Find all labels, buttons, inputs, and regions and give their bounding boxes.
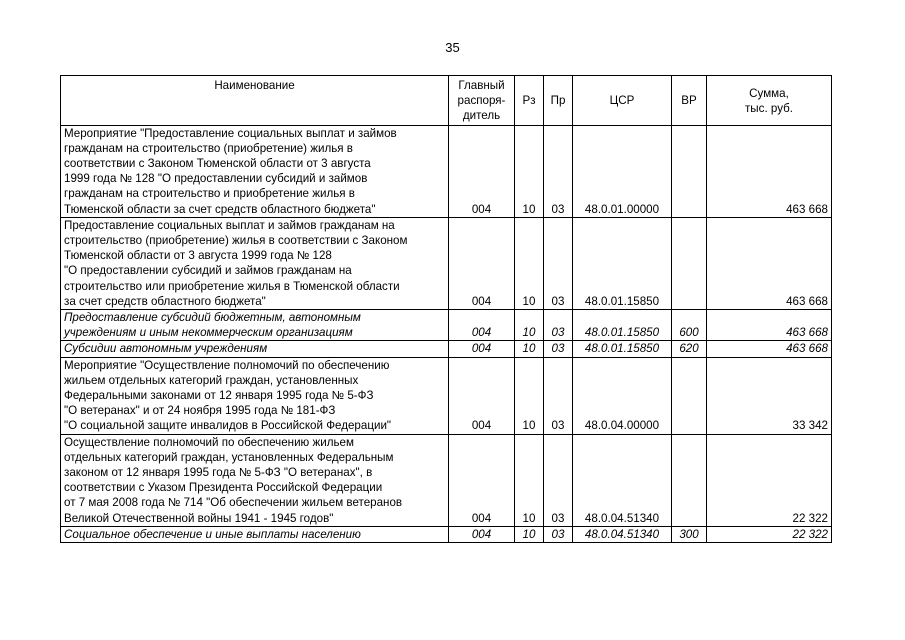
cell-rz: 10 bbox=[515, 341, 544, 357]
cell-sum: 463 668 bbox=[707, 310, 832, 341]
header-pr: Пр bbox=[544, 76, 573, 126]
cell-pr: 03 bbox=[544, 125, 573, 217]
cell-vr bbox=[672, 357, 707, 434]
cell-rz: 10 bbox=[515, 526, 544, 542]
header-sum: Сумма, тыс. руб. bbox=[707, 76, 832, 126]
cell-name: Мероприятие "Предоставление социальных выплат и займов гражданам на строительство (приобретение) жилья в соответствии с Законом Тюменской области от 3 августа 1999 года № 128 "О предоставлении субсидий и займов гражданам на строительство и приобретение жилья в Тюменской области за счет средств областного бюджета" bbox=[61, 125, 449, 217]
budget-table bbox=[60, 75, 832, 543]
cell-sum: 463 668 bbox=[707, 341, 832, 357]
cell-pr: 03 bbox=[544, 341, 573, 357]
cell-sum: 22 322 bbox=[707, 526, 832, 542]
header-name: Наименование bbox=[61, 76, 449, 126]
cell-pr: 03 bbox=[544, 526, 573, 542]
table-row bbox=[61, 341, 832, 357]
header-rz: Рз bbox=[515, 76, 544, 126]
cell-vr bbox=[672, 125, 707, 217]
cell-csr: 48.0.01.00000 bbox=[573, 125, 672, 217]
cell-pr: 03 bbox=[544, 357, 573, 434]
cell-csr: 48.0.01.15850 bbox=[573, 341, 672, 357]
cell-name: Мероприятие "Осуществление полномочий по обеспечению жильем отдельных категорий граждан, установленных Федеральными законами от 12 января 1995 года № 5-ФЗ "О ветеранах" и от 24 ноября 1995 года № 181-ФЗ "О социальной защите инвалидов в Российской Федерации" bbox=[61, 357, 449, 434]
cell-csr: 48.0.04.51340 bbox=[573, 434, 672, 526]
table-header-row bbox=[61, 76, 832, 126]
cell-csr: 48.0.04.00000 bbox=[573, 357, 672, 434]
page-number: 35 bbox=[445, 40, 460, 55]
cell-manager: 004 bbox=[449, 310, 515, 341]
cell-name: Субсидии автономным учреждениям bbox=[61, 341, 449, 357]
cell-csr: 48.0.01.15850 bbox=[573, 310, 672, 341]
cell-sum: 22 322 bbox=[707, 434, 832, 526]
cell-pr: 03 bbox=[544, 434, 573, 526]
cell-sum: 463 668 bbox=[707, 125, 832, 217]
header-csr: ЦСР bbox=[573, 76, 672, 126]
cell-name: Социальное обеспечение и иные выплаты населению bbox=[61, 526, 449, 542]
cell-vr: 620 bbox=[672, 341, 707, 357]
cell-pr: 03 bbox=[544, 217, 573, 309]
cell-vr: 600 bbox=[672, 310, 707, 341]
table-row bbox=[61, 526, 832, 542]
table-body bbox=[61, 125, 832, 542]
header-manager: Главный распоря- дитель bbox=[449, 76, 515, 126]
cell-pr: 03 bbox=[544, 310, 573, 341]
cell-manager: 004 bbox=[449, 217, 515, 309]
cell-vr bbox=[672, 217, 707, 309]
cell-vr: 300 bbox=[672, 526, 707, 542]
header-vr: ВР bbox=[672, 76, 707, 126]
table-row bbox=[61, 125, 832, 217]
cell-sum: 463 668 bbox=[707, 217, 832, 309]
cell-rz: 10 bbox=[515, 217, 544, 309]
cell-name: Предоставление социальных выплат и займов гражданам на строительство (приобретение) жилья в соответствии с Законом Тюменской области от 3 августа 1999 года № 128 "О предоставлении субсидий и займов гражданам на строительство или приобретение жилья в Тюменской области за счет средств областного бюджета" bbox=[61, 217, 449, 309]
table-row bbox=[61, 217, 832, 309]
cell-manager: 004 bbox=[449, 526, 515, 542]
cell-vr bbox=[672, 434, 707, 526]
table-row bbox=[61, 310, 832, 341]
cell-name: Предоставление субсидий бюджетным, автономным учреждениям и иным некоммерческим организациям bbox=[61, 310, 449, 341]
cell-rz: 10 bbox=[515, 310, 544, 341]
table-row bbox=[61, 434, 832, 526]
cell-manager: 004 bbox=[449, 341, 515, 357]
table-row bbox=[61, 357, 832, 434]
cell-rz: 10 bbox=[515, 434, 544, 526]
cell-csr: 48.0.01.15850 bbox=[573, 217, 672, 309]
cell-manager: 004 bbox=[449, 434, 515, 526]
cell-manager: 004 bbox=[449, 357, 515, 434]
cell-csr: 48.0.04.51340 bbox=[573, 526, 672, 542]
cell-name: Осуществление полномочий по обеспечению жильем отдельных категорий граждан, установленных Федеральным законом от 12 января 1995 года № 5-ФЗ "О ветеранах", в соответствии с Указом Президента Российской Федерации от 7 мая 2008 года № 714 "Об обеспечении жильем ветеранов Великой Отечественной войны 1941 - 1945 годов" bbox=[61, 434, 449, 526]
cell-sum: 33 342 bbox=[707, 357, 832, 434]
cell-rz: 10 bbox=[515, 357, 544, 434]
cell-manager: 004 bbox=[449, 125, 515, 217]
cell-rz: 10 bbox=[515, 125, 544, 217]
